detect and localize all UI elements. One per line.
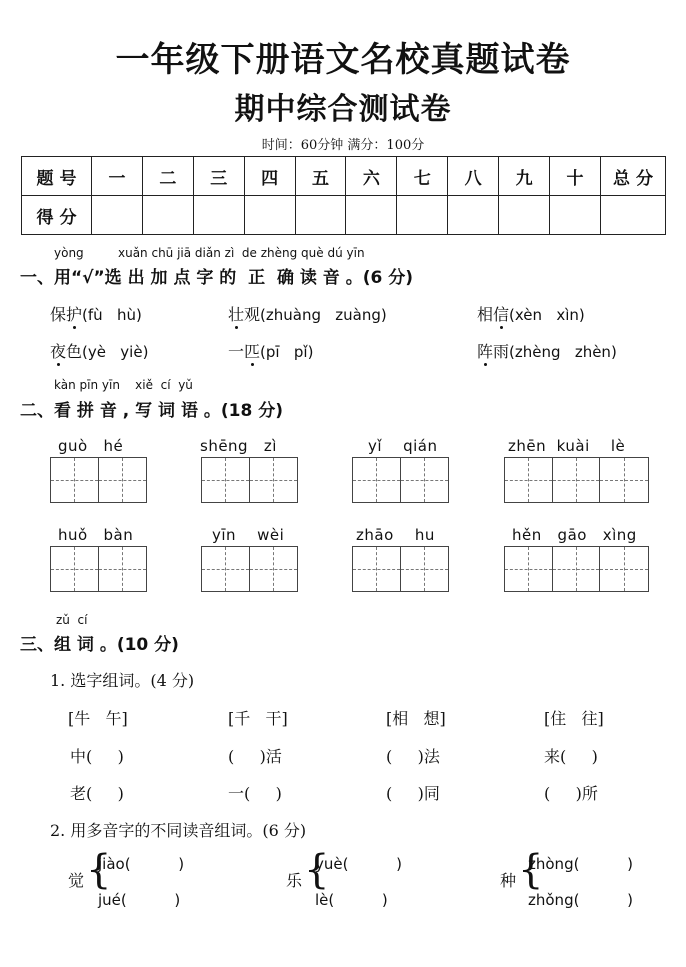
char-group: [住 往] <box>544 709 604 728</box>
score-cell[interactable] <box>142 196 193 235</box>
fill-blank[interactable]: 来( ) <box>544 747 598 766</box>
score-cell[interactable] <box>295 196 346 235</box>
dotted-char: 壮 <box>228 305 245 324</box>
score-header-cell: 八 <box>448 157 499 196</box>
item-char: 相 <box>477 305 494 324</box>
score-header-cell: 五 <box>295 157 346 196</box>
score-header-cell: 二 <box>142 157 193 196</box>
score-header-cell: 三 <box>193 157 244 196</box>
fill-blank[interactable]: ( )法 <box>386 747 440 766</box>
writing-grid[interactable] <box>50 546 147 592</box>
score-table-score-row <box>22 196 666 235</box>
score-header-cell: 总 分 <box>601 157 666 196</box>
score-cell[interactable] <box>397 196 448 235</box>
reading-blank[interactable]: lè( ) <box>315 891 388 909</box>
writing-grid[interactable] <box>201 457 298 503</box>
score-row-label: 得 分 <box>22 196 92 235</box>
fill-blank[interactable]: ( )所 <box>544 784 598 803</box>
part2-title: 2. 用多音字的不同读音组词。(6 分) <box>50 821 307 840</box>
fill-blank[interactable]: ( )活 <box>228 747 282 766</box>
word-pinyin: yǐ qián <box>368 437 438 455</box>
fill-blank[interactable]: 一( ) <box>228 784 282 803</box>
word-pinyin: zhāo hu <box>356 526 435 544</box>
score-header-cell: 六 <box>346 157 397 196</box>
pinyin-options[interactable]: (yè yiè) <box>82 343 149 361</box>
brace-icon: { <box>86 847 112 893</box>
fill-blank[interactable]: ( )同 <box>386 784 440 803</box>
brace-icon: { <box>518 847 544 893</box>
pinyin-options[interactable]: (xèn xìn) <box>509 306 585 324</box>
brace-icon: { <box>304 847 330 893</box>
pinyin-options[interactable]: (pī pǐ) <box>260 343 314 361</box>
dotted-char: 护 <box>66 305 83 324</box>
reading-blank[interactable]: zhòng( ) <box>528 855 633 873</box>
dotted-char: 夜 <box>50 342 67 361</box>
item-char: 一 <box>228 342 245 361</box>
word-pinyin: huǒ bàn <box>58 526 134 544</box>
pinyin-options[interactable]: (zhuàng zuàng) <box>260 306 387 324</box>
score-cell[interactable] <box>448 196 499 235</box>
score-header-cell: 四 <box>244 157 295 196</box>
word-pinyin: hěn gāo xìng <box>512 526 637 544</box>
fill-blank[interactable]: 中( ) <box>70 747 124 766</box>
score-cell[interactable] <box>550 196 601 235</box>
pinyin-options[interactable]: (fù hù) <box>82 306 142 324</box>
item-char: 色 <box>66 342 83 361</box>
fill-blank[interactable]: 老( ) <box>70 784 124 803</box>
score-table-header-row <box>22 157 666 196</box>
score-header-cell: 九 <box>499 157 550 196</box>
word-pinyin: guò hé <box>58 437 124 455</box>
score-header-cell: 题 号 <box>22 157 92 196</box>
score-cell[interactable] <box>92 196 143 235</box>
writing-grid[interactable] <box>352 546 449 592</box>
part1-title: 1. 选字组词。(4 分) <box>50 671 195 690</box>
char-group: [相 想] <box>386 709 446 728</box>
section1-item <box>228 302 387 325</box>
section3-title: 三、组 词 。(10 分) <box>20 635 179 655</box>
section1-title: 一、用“√”选 出 加 点 字 的 正 确 读 音 。(6 分) <box>20 268 413 288</box>
score-cell[interactable] <box>499 196 550 235</box>
word-pinyin: zhēn kuài lè <box>508 437 626 455</box>
dotted-char: 匹 <box>244 342 261 361</box>
reading-blank[interactable]: jué( ) <box>98 891 181 909</box>
pinyin-options[interactable]: (zhèng zhèn) <box>509 343 617 361</box>
score-header-cell: 一 <box>92 157 143 196</box>
writing-grid[interactable] <box>504 546 649 592</box>
section2-title: 二、看 拼 音 , 写 词 语 。(18 分) <box>20 401 284 421</box>
writing-grid[interactable] <box>504 457 649 503</box>
score-cell[interactable] <box>244 196 295 235</box>
writing-grid[interactable] <box>201 546 298 592</box>
dotted-char: 信 <box>493 305 510 324</box>
section1-item <box>50 302 142 325</box>
section1-item <box>228 339 313 362</box>
char-group: [千 干] <box>228 709 288 728</box>
exam-subtitle: 期中综合测试卷 <box>234 92 452 127</box>
section1-item <box>50 339 148 362</box>
dotted-char: 阵 <box>477 342 494 361</box>
score-header-cell: 十 <box>550 157 601 196</box>
item-char: 雨 <box>493 342 510 361</box>
word-pinyin: yīn wèi <box>212 526 285 544</box>
score-header-cell: 七 <box>397 157 448 196</box>
polyphone-char: 觉 <box>68 871 85 890</box>
reading-blank[interactable]: zhǒng( ) <box>528 891 633 909</box>
section1-pinyin: yòng xuǎn chū jiā diǎn zì de zhèng què dú yīn <box>54 246 365 260</box>
score-cell[interactable] <box>601 196 666 235</box>
score-cell[interactable] <box>193 196 244 235</box>
writing-grid[interactable] <box>50 457 147 503</box>
score-table <box>21 156 666 235</box>
section1-item <box>477 339 617 362</box>
polyphone-char: 乐 <box>286 871 303 890</box>
exam-info: 时间：60分钟 满分：100分 <box>261 138 425 153</box>
item-char: 保 <box>50 305 67 324</box>
writing-grid[interactable] <box>352 457 449 503</box>
page-title: 一年级下册语文名校真题试卷 <box>115 40 571 80</box>
reading-blank[interactable]: yuè( ) <box>315 855 402 873</box>
polyphone-char: 种 <box>500 871 517 890</box>
section1-item <box>477 302 585 325</box>
score-cell[interactable] <box>346 196 397 235</box>
reading-blank[interactable]: jiào( ) <box>98 855 185 873</box>
word-pinyin: shēng zì <box>200 437 277 455</box>
section2-pinyin: kàn pīn yīn xiě cí yǔ <box>54 378 193 392</box>
section3-pinyin: zǔ cí <box>56 613 88 627</box>
item-char: 观 <box>244 305 261 324</box>
char-group: [牛 午] <box>68 709 128 728</box>
